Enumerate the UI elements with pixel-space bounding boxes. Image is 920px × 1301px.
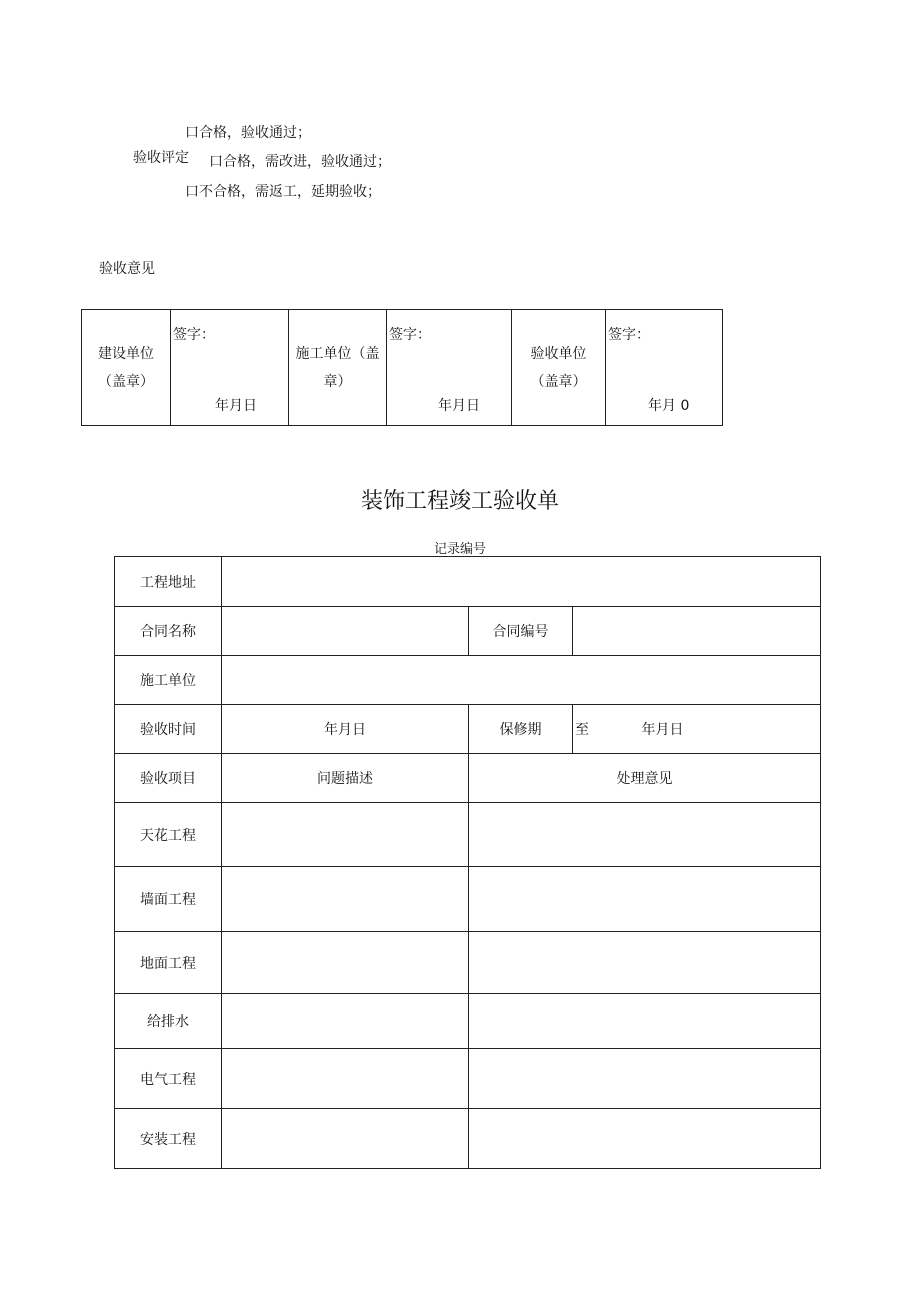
acceptance-form-table [114,556,821,1169]
acceptance-sign-cell[interactable] [606,310,723,426]
record-number-label: 记录编号 [433,542,486,557]
item-plumbing: 给排水 [115,994,222,1049]
item-ceiling: 天花工程 [115,803,222,867]
problem-field-wall[interactable] [222,867,469,932]
signature-table [81,309,723,426]
acceptance-stamp-label: （盖章） [530,373,587,390]
header-handling: 处理意见 [469,754,821,803]
contractor-label-cell [289,310,387,426]
item-floor: 地面工程 [115,932,222,994]
warranty-field[interactable] [573,705,821,754]
warranty-date: 年月日 [641,722,684,738]
owner-sign-cell[interactable] [171,310,289,426]
handling-field-electrical[interactable] [469,1049,821,1109]
contractor-stamp-label: 章） [323,373,352,390]
handling-field-floor[interactable] [469,932,821,994]
problem-field-installation[interactable] [222,1109,469,1169]
owner-sign-label: 签字： [173,327,215,343]
contract-name-label: 合同名称 [115,607,222,656]
acceptance-label: 验收单位 [530,345,587,362]
warranty-label: 保修期 [469,705,573,754]
acceptance-time-label: 验收时间 [115,705,222,754]
opinion-label: 验收意见 [99,261,155,277]
handling-field-installation[interactable] [469,1109,821,1169]
contract-name-field[interactable] [222,607,469,656]
handling-field-wall[interactable] [469,867,821,932]
warranty-to: 至 [575,722,589,738]
contract-number-field[interactable] [573,607,821,656]
acceptance-date-field[interactable]: 年月日 [222,705,469,754]
contractor-date: 年月日 [438,398,480,414]
item-electrical: 电气工程 [115,1049,222,1109]
address-label: 工程地址 [115,557,222,607]
owner-label: 建设单位 [98,345,154,362]
owner-label-cell [82,310,171,426]
handling-field-ceiling[interactable] [469,803,821,867]
contractor-sign-label: 签字： [389,327,431,343]
acceptance-sign-label: 签字： [608,327,650,343]
item-wall: 墙面工程 [115,867,222,932]
header-item: 验收项目 [115,754,222,803]
problem-field-plumbing[interactable] [222,994,469,1049]
problem-field-ceiling[interactable] [222,803,469,867]
item-installation: 安装工程 [115,1109,222,1169]
owner-stamp-label: （盖章） [98,373,154,390]
contractor-label: 施工单位（盖 [295,345,380,362]
address-field[interactable] [222,557,821,607]
header-problem: 问题描述 [222,754,469,803]
contractor-field[interactable] [222,656,821,705]
evaluation-label: 验收评定 [133,150,189,166]
contractor-sign-cell[interactable] [387,310,512,426]
acceptance-label-cell [512,310,606,426]
owner-date: 年月日 [215,398,257,414]
handling-field-plumbing[interactable] [469,994,821,1049]
evaluation-option-pass[interactable]: 口合格，验收通过； [185,125,311,141]
evaluation-option-improve[interactable]: 口合格，需改进，验收通过； [209,154,391,170]
contract-number-label: 合同编号 [469,607,573,656]
problem-field-floor[interactable] [222,932,469,994]
contractor-label: 施工单位 [115,656,222,705]
form-title: 装饰工程竣工验收单 [360,489,559,514]
problem-field-electrical[interactable] [222,1049,469,1109]
acceptance-date: 年月 0 [648,398,690,414]
evaluation-option-fail[interactable]: 口不合格，需返工，延期验收； [185,184,381,200]
